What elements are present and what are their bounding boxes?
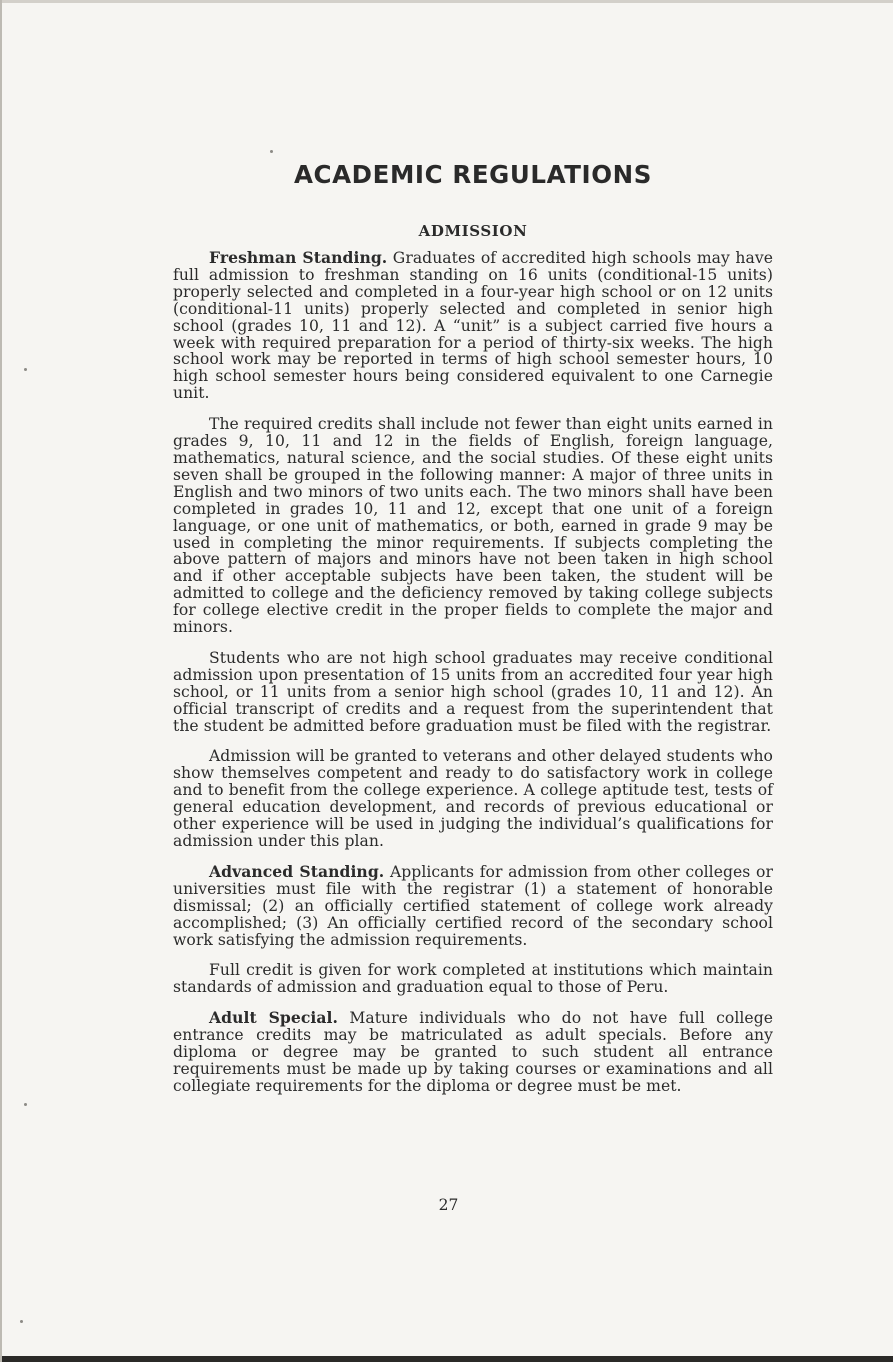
paragraph-text: Graduates of accredited high schools may have full admission to freshman standing on 16 units (conditional-15 units) properly selected and completed in a four-year high school or on 12 units (conditional-11 units) properly selected and completed in senior high school (grades 10, 11 and 12). A “unit” is a subject carried five hours a week with required preparation for a period of thirty-six weeks. The high school work may be reported in terms of high school semester hours, 10 high school semester hours being considered equivalent to one Carnegie unit. <box>173 249 773 403</box>
page-number: 27 <box>438 1196 459 1214</box>
paragraph-veterans <box>173 748 773 849</box>
paragraph-freshman-standing <box>173 250 773 402</box>
paragraph-lead: Advanced Standing. <box>209 861 385 881</box>
paragraph-text: Mature individuals who do not have full college entrance credits may be matriculated as adult specials. Before any diploma or degree may be granted to such student all entrance requirements must be made up by taking courses or examinations and all collegiate requirements for the diploma or degree must be met. <box>173 1009 774 1095</box>
paper-speck <box>24 368 27 371</box>
paragraph-lead: Freshman Standing. <box>209 248 388 267</box>
page-bottom-edge <box>2 1356 893 1362</box>
section-heading: ADMISSION <box>418 222 528 240</box>
page-title: ACADEMIC REGULATIONS <box>293 160 653 189</box>
paragraph-text: Admission will be granted to veterans and other delayed students who show themselves competent and ready to do satisfactory work in college and to benefit from the college experience. A college aptitude test, tests of general education development, and records of previous educational or other experience will be used in judging the individual’s qualifications for admission under this plan. <box>173 747 773 850</box>
page-top-edge <box>2 0 893 3</box>
paragraph-required-credits <box>173 416 773 636</box>
paper-speck <box>20 1320 23 1323</box>
paragraph-text: Full credit is given for work completed at institutions which maintain standards of admission and graduation equal to those of Peru. <box>173 961 773 997</box>
paragraph-lead: Adult Special. <box>209 1008 338 1028</box>
paragraph-text: Students who are not high school graduates may receive conditional admission upon presentation of 15 units from an accredited four year high school, or 11 units from a senior high school (grades 10, 11 and 12). An official transcript of credits and a request from the superintendent that the student be admitted before graduation must be filed with the registrar. <box>173 648 773 735</box>
paragraph-advanced-standing <box>173 861 773 949</box>
paper-speck <box>270 150 273 153</box>
paragraph-conditional-admission <box>173 650 773 735</box>
paragraph-text: The required credits shall include not fewer than eight units earned in grades 9, 10, 11 and 12 in the fields of English, foreign language, mathematics, natural science, and the social studies. Of these eight units seven shall be grouped in the following manner: A major of three units in English and two minors of two units each. The two minors shall have been completed in grades 10, 11 and 12, except that one unit of a foreign language, or one unit of mathematics, or both, earned in grade 9 may be used in completing the minor requirements. If subjects completing the above pattern of majors and minors have not been taken in high school and if other acceptable subjects have been taken, the student will be admitted to college and the deficiency removed by taking college subjects for college elective credit in the proper fields to complete the major and minors. <box>173 415 773 637</box>
paragraph-text: Applicants for admission from other colleges or universities must file with the registrar (1) a statement of honorable dismissal; (2) an officially certified statement of college work already accomplished; (3) An officially certified record of the secondary school work satisfying the admission requirements. <box>173 862 773 949</box>
paper-speck <box>24 1103 27 1106</box>
paragraph-adult-special <box>173 1010 773 1095</box>
paragraph-full-credit <box>173 962 773 996</box>
document-body <box>173 160 773 1109</box>
